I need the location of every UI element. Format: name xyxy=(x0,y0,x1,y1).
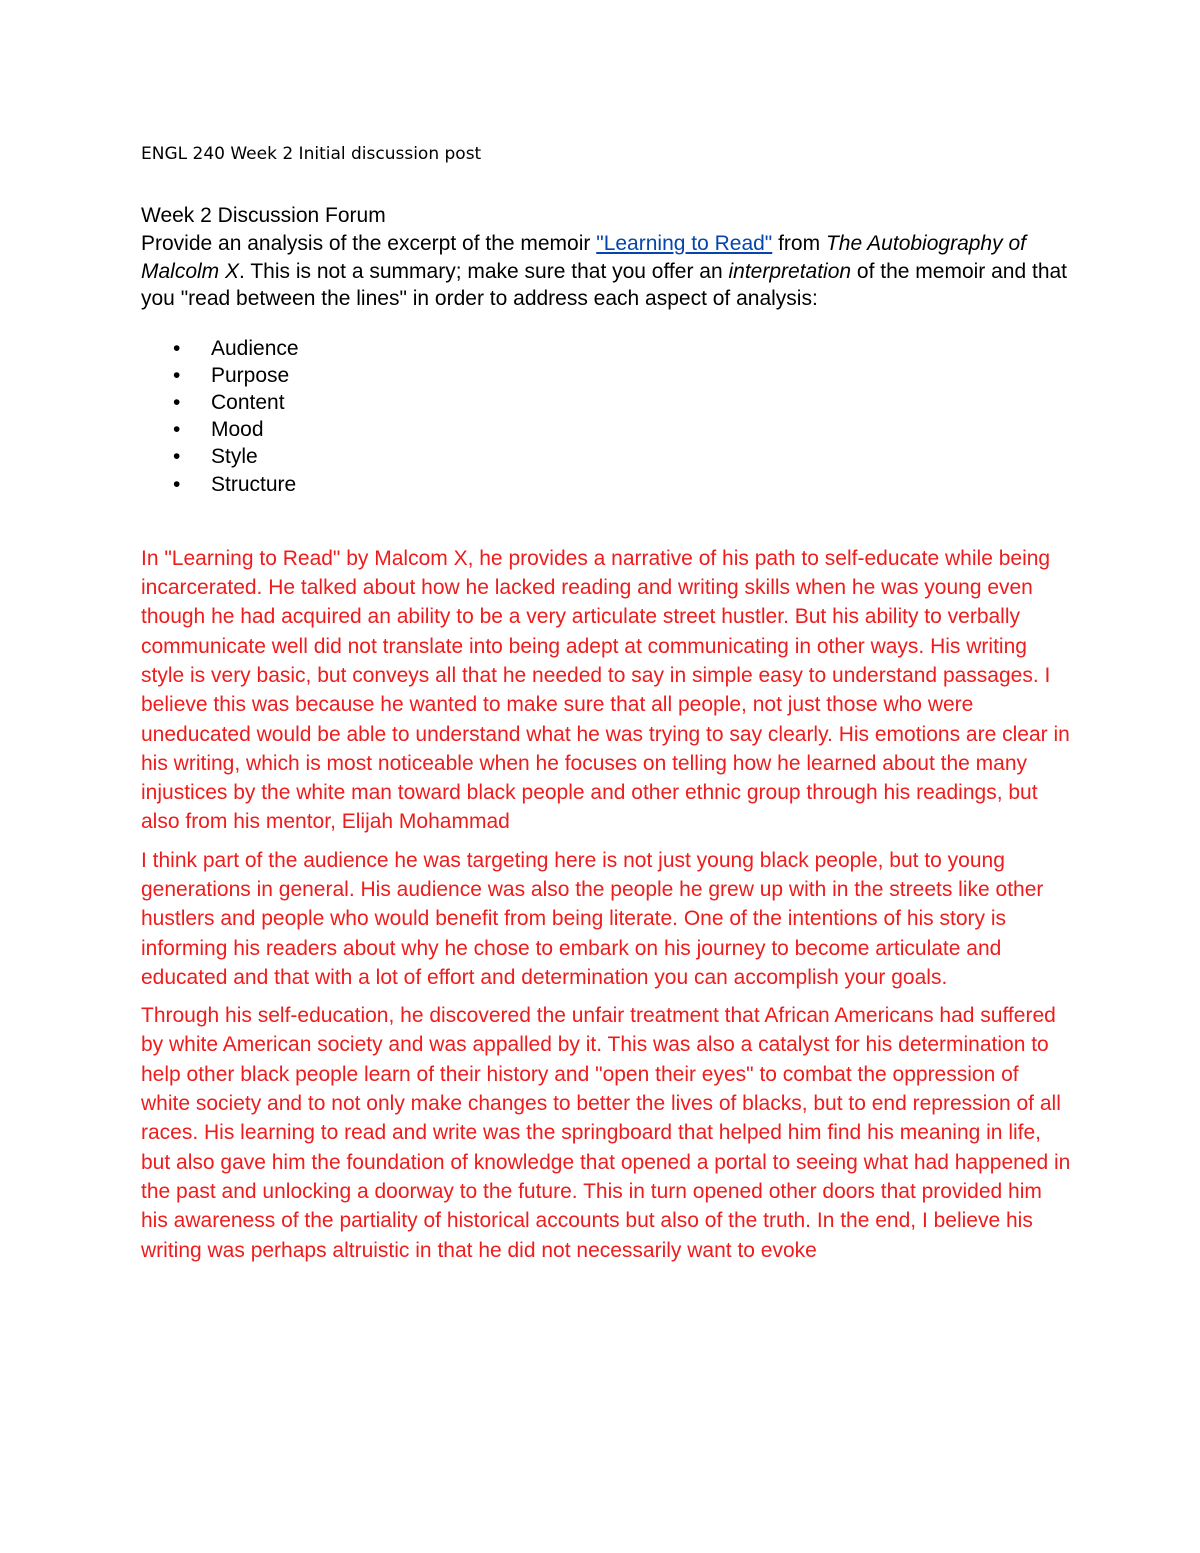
response-paragraph-3: Through his self-education, he discovered the unfair treatment that African Americans had suffered by white American society and was appalled by it. This was also a catalyst for his determination to help other black people learn of their history and "open their eyes" to combat the oppression of white society and to not only make changes to better the lives of blacks, but to end repression of all races. His learning to read and write was the springboard that helped him find his meaning in life, but also gave him the foundation of knowledge that opened a portal to seeing what had happened in the past and unlocking a doorway to the future. This in turn opened other doors that provided him his awareness of the partiality of historical accounts but also of the truth. In the end, I believe his writing was perhaps altruistic in that he did not necessarily want to evoke xyxy=(141,1004,1071,1262)
prompt-text-before-link: Provide an analysis of the excerpt of the memoir xyxy=(141,232,597,255)
aspect-item-structure xyxy=(173,471,1071,498)
document-body xyxy=(141,202,1071,1265)
aspect-item-mood xyxy=(173,416,1071,443)
aspect-item-style xyxy=(173,443,1071,470)
aspect-label: Content xyxy=(211,390,285,414)
book-title: The Autobiography of Malcolm X xyxy=(141,232,1026,283)
response-paragraph-2: I think part of the audience he was targeting here is not just young black people, but to young generations in general. His audience was also the people he grew up with in the streets like other hustlers and people who would benefit from being literate. One of the intentions of his story is informing his readers about why he chose to embark on his journey to become articulate and educated and that with a lot of effort and determination you can accomplish your goals. xyxy=(141,848,1044,989)
analysis-aspects-list xyxy=(141,335,1071,498)
discussion-prompt xyxy=(141,230,1071,313)
forum-title: Week 2 Discussion Forum xyxy=(141,204,386,227)
aspect-item-audience xyxy=(173,335,1071,362)
bullet-icon: • xyxy=(173,445,181,469)
document-heading: ENGL 240 Week 2 Initial discussion post xyxy=(141,144,482,164)
learning-to-read-link[interactable]: "Learning to Read" xyxy=(596,232,773,255)
prompt-text-after-link: from xyxy=(772,232,826,255)
prompt-emphasis: interpretation xyxy=(728,259,852,283)
aspect-label: Mood xyxy=(211,418,264,442)
bullet-icon: • xyxy=(173,390,181,414)
aspect-item-purpose xyxy=(173,362,1071,389)
prompt-text-end: of the memoir and that you "read between the lines" in order to address each aspect of analysis: xyxy=(141,259,1068,310)
bullet-icon: • xyxy=(173,336,181,360)
prompt-text-middle: . This is not a summary; make sure that you offer an xyxy=(239,259,729,283)
bullet-icon: • xyxy=(173,363,181,387)
aspect-label: Style xyxy=(211,445,258,469)
aspect-label: Purpose xyxy=(211,363,290,387)
aspect-label: Audience xyxy=(211,336,299,360)
bullet-icon: • xyxy=(173,472,181,496)
aspect-item-content xyxy=(173,389,1071,416)
bullet-icon: • xyxy=(173,418,181,442)
response-paragraph-1: In "Learning to Read" by Malcom X, he provides a narrative of his path to self-educate while being incarcerated. He talked about how he lacked reading and writing skills when he was young even though he had acquired an ability to be a very articulate street hustler. But his ability to verbally communicate well did not translate into being adept at communicating in other ways. His writing style is very basic, but conveys all that he needed to say in simple easy to understand passages. I believe this was because he wanted to make sure that all people, not just those who were uneducated would be able to understand what he was trying to say clearly. His emotions are clear in his writing, which is most noticeable when he focuses on telling how he learned about the many injustices by the white man toward black people and other ethnic group through his readings, but also from his mentor, Elijah Mohammad xyxy=(141,546,1070,834)
aspect-label: Structure xyxy=(211,472,297,496)
